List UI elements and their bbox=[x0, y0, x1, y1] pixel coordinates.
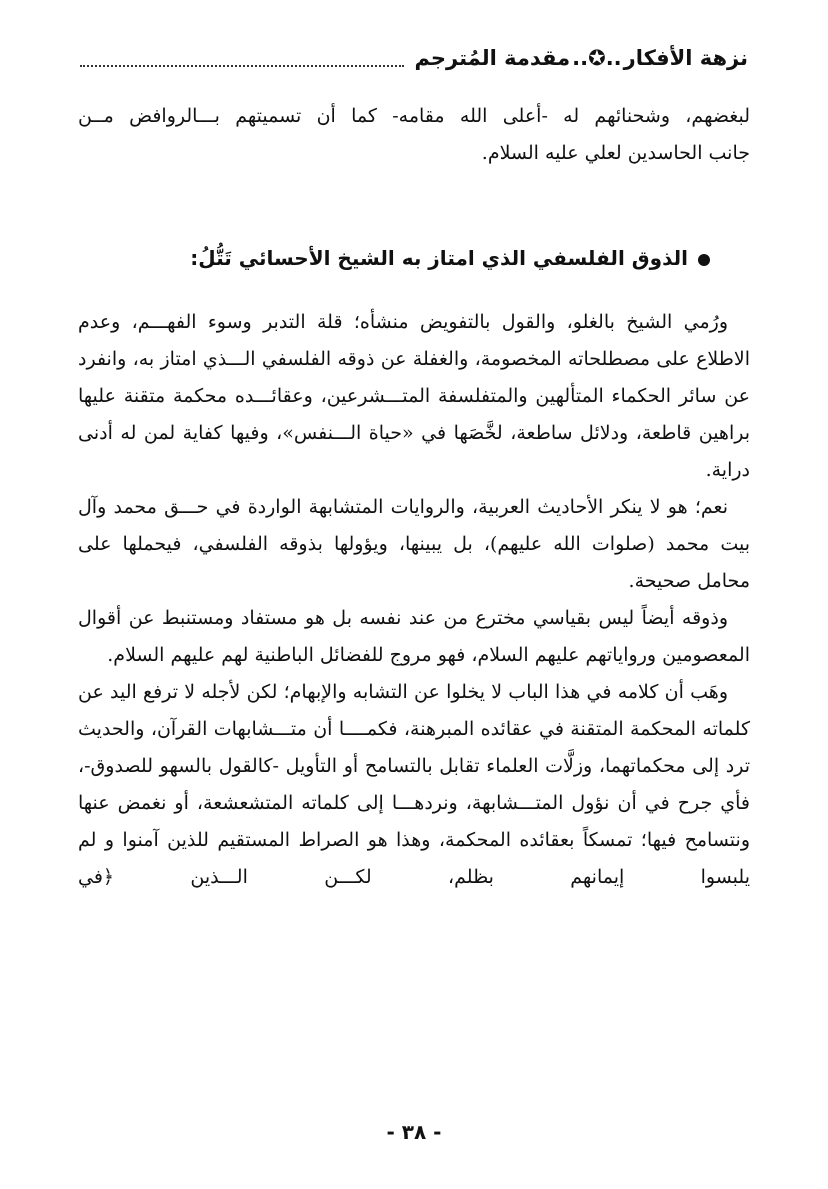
main-text bbox=[78, 304, 750, 896]
header-ornament-icon: ..✪.. bbox=[572, 46, 622, 70]
paragraph-3: وذوقه أيضاً ليس بقياسي مخترع من عند نفسه بل هو مستفاد ومستنبط عن أقوال المعصومين ورواياتهم عليهم السلام، فهو مروج للفضائل الباطنية لهم عليهم السلام. bbox=[78, 607, 750, 666]
intro-text bbox=[78, 98, 750, 172]
header-dotted-rule bbox=[80, 65, 404, 67]
paragraph-2: نعم؛ هو لا ينكر الأحاديث العربية، والروايات المتشابهة الواردة في حـــق محمد وآل بيت محمد (صلوات الله عليهم)، بل يبينها، ويؤولها بذوقه الفلسفي، فيحملها على محامل صحيحة. bbox=[78, 496, 750, 592]
intro-line-2: جانب الحاسدين لعلي عليه السلام. bbox=[481, 142, 750, 164]
paragraph-1: ورُمي الشيخ بالغلو، والقول بالتفويض منشأه؛ قلة التدبر وسوء الفهـــم، وعدم الاطلاع على مصطلحاته المخصومة، والغفلة عن ذوقه الفلسفي الـــذي امتاز به، وانفرد عن سائر الحكماء المتألهين والمتفلسفة المتـــشرعين، وعقائـــده محكمة متقنة عليها براهين قاطعة، ودلائل ساطعة، لخَّصَها في «حياة الـــنفس»، وفيها كفاية لمن له أدنى دراية. bbox=[78, 311, 750, 481]
intro-line-1: لبغضهم، وشحنائهم له -أعلى الله مقامه- كما أن تسميتهم بـــالروافض مــن bbox=[78, 105, 750, 127]
bullet-icon bbox=[698, 254, 710, 266]
section-heading-text: الذوق الفلسفي الذي امتاز به الشيخ الأحسائي تَتُّلُ: bbox=[190, 246, 688, 270]
page-number: - ٣٨ - bbox=[386, 1120, 442, 1144]
running-header bbox=[80, 38, 748, 78]
header-title bbox=[414, 46, 748, 70]
chapter-title: مقدمة المُترجم bbox=[414, 46, 571, 70]
section-heading bbox=[190, 246, 710, 270]
book-title: نزهة الأفكار bbox=[623, 46, 748, 70]
paragraph-4: وهَب أن كلامه في هذا الباب لا يخلوا عن التشابه والإبهام؛ لكن لأجله لا ترفع اليد عن كلماته المحكمة المتقنة في عقائده المبرهنة، فكمــــا أن متـــشابهات القرآن، والحديث ترد إلى محكماتهما، وزلَّات العلماء تقابل بالتسامح أو التأويل -كالقول بالسهو للصدوق-، فأي جرح في أن نؤول المتـــشابهة، ونردهـــا إلى كلماته المتشعشعة، أو نغمض عنها ونتسامح فيها؛ تمسكاً بعقائده المحكمة، وهذا هو الصراط المستقيم للذين آمنوا و لم يلبسوا إيمانهم بظلم، لكـــن الـــذين ﴿في bbox=[78, 681, 750, 888]
